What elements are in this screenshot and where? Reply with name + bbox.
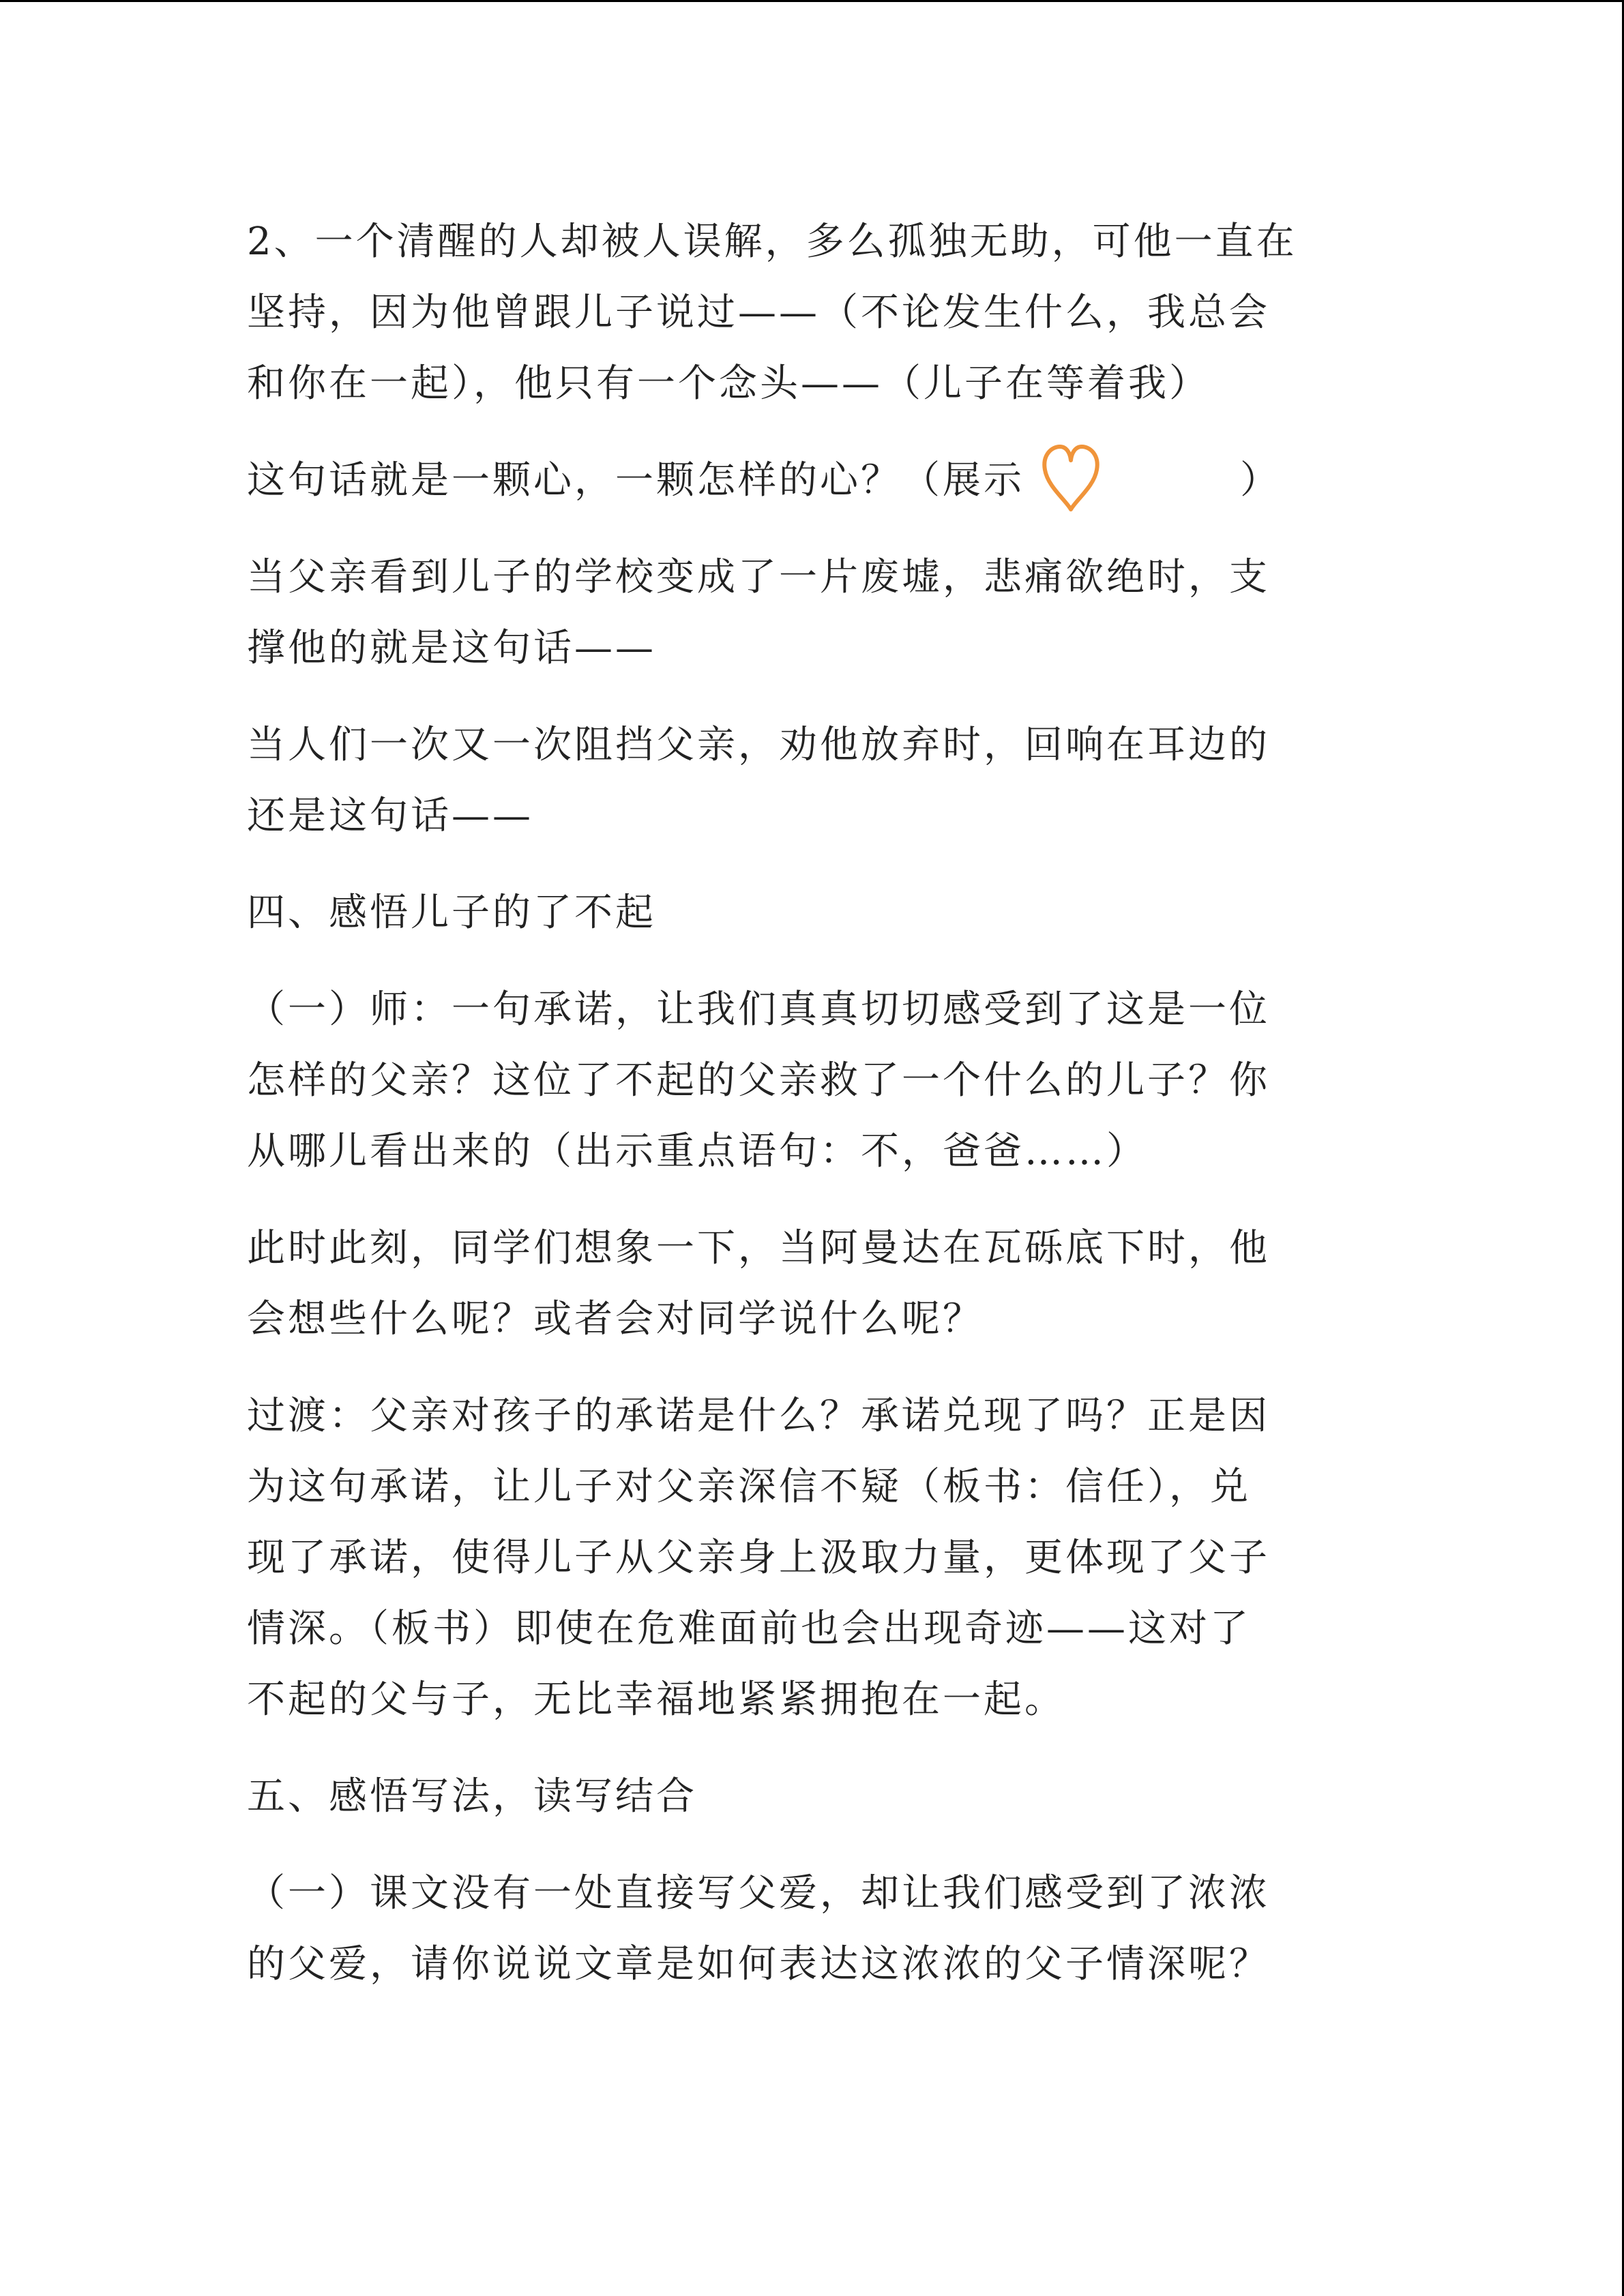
paragraph-obstruction xyxy=(247,710,1365,852)
text-line: 当父亲看到儿子的学校变成了一片废墟，悲痛欲绝时，支 xyxy=(247,555,1270,599)
document-body xyxy=(247,207,1365,2026)
text-line xyxy=(247,445,1365,516)
paragraph-heart-question xyxy=(247,445,1365,516)
paragraph-2-lonely-persistence xyxy=(247,207,1365,419)
text-line: 不起的父与子，无比幸福地紧紧拥抱在一起。 xyxy=(247,1678,1065,1722)
text-line: 还是这句话—— xyxy=(247,794,533,838)
text-line: 的父爱，请你说说文章是如何表达这浓浓的父子情深呢？ xyxy=(247,1942,1270,1986)
heart-outline-icon xyxy=(1038,441,1104,515)
text-line: 坚持，因为他曾跟儿子说过——（不论发生什么，我总会 xyxy=(247,290,1270,335)
text-line: 当人们一次又一次阻挡父亲，劝他放弃时，回响在耳边的 xyxy=(247,723,1270,767)
text-line: 过渡：父亲对孩子的承诺是什么？承诺兑现了吗？正是因 xyxy=(247,1394,1270,1438)
heart-question-close: ） xyxy=(1240,458,1281,503)
text-line: 此时此刻，同学们想象一下，当阿曼达在瓦砾底下时，他 xyxy=(247,1226,1270,1270)
section-heading-4 xyxy=(247,878,1365,949)
text-line: 撑他的就是这句话—— xyxy=(247,626,656,670)
text-line: 现了承诺，使得儿子从父亲身上汲取力量，更体现了父子 xyxy=(247,1536,1270,1580)
text-line: 怎样的父亲？这位了不起的父亲救了一个什么的儿子？你 xyxy=(247,1058,1270,1103)
text-line: 2、一个清醒的人却被人误解，多么孤独无助，可他一直在 xyxy=(247,220,1297,264)
heart-question-text: 这句话就是一颗心，一颗怎样的心？（展示 xyxy=(247,458,1024,503)
heading-text: 四、感悟儿子的了不起 xyxy=(247,891,656,935)
paragraph-imagine xyxy=(247,1213,1365,1355)
paragraph-writing-method xyxy=(247,1858,1365,2000)
text-line: （一）课文没有一处直接写父爱，却让我们感受到了浓浓 xyxy=(247,1871,1270,1915)
text-line: 从哪儿看出来的（出示重点语句：不，爸爸……） xyxy=(247,1129,1147,1174)
paragraph-transition xyxy=(247,1381,1365,1735)
text-line: 为这句承诺，让儿子对父亲深信不疑（板书：信任），兑 xyxy=(247,1465,1251,1509)
text-line: 和你在一起），他只有一个念头——（儿子在等着我） xyxy=(247,361,1210,406)
text-line: 会想些什么呢？或者会对同学说什么呢？ xyxy=(247,1297,984,1341)
section-heading-5 xyxy=(247,1761,1365,1832)
heading-text: 五、感悟写法，读写结合 xyxy=(247,1774,697,1819)
paragraph-teacher-promise xyxy=(247,974,1365,1187)
text-line: 情深。（板书）即使在危难面前也会出现奇迹——这对了 xyxy=(247,1607,1251,1651)
paragraph-ruins xyxy=(247,542,1365,684)
text-line: （一）师：一句承诺，让我们真真切切感受到了这是一位 xyxy=(247,987,1270,1032)
